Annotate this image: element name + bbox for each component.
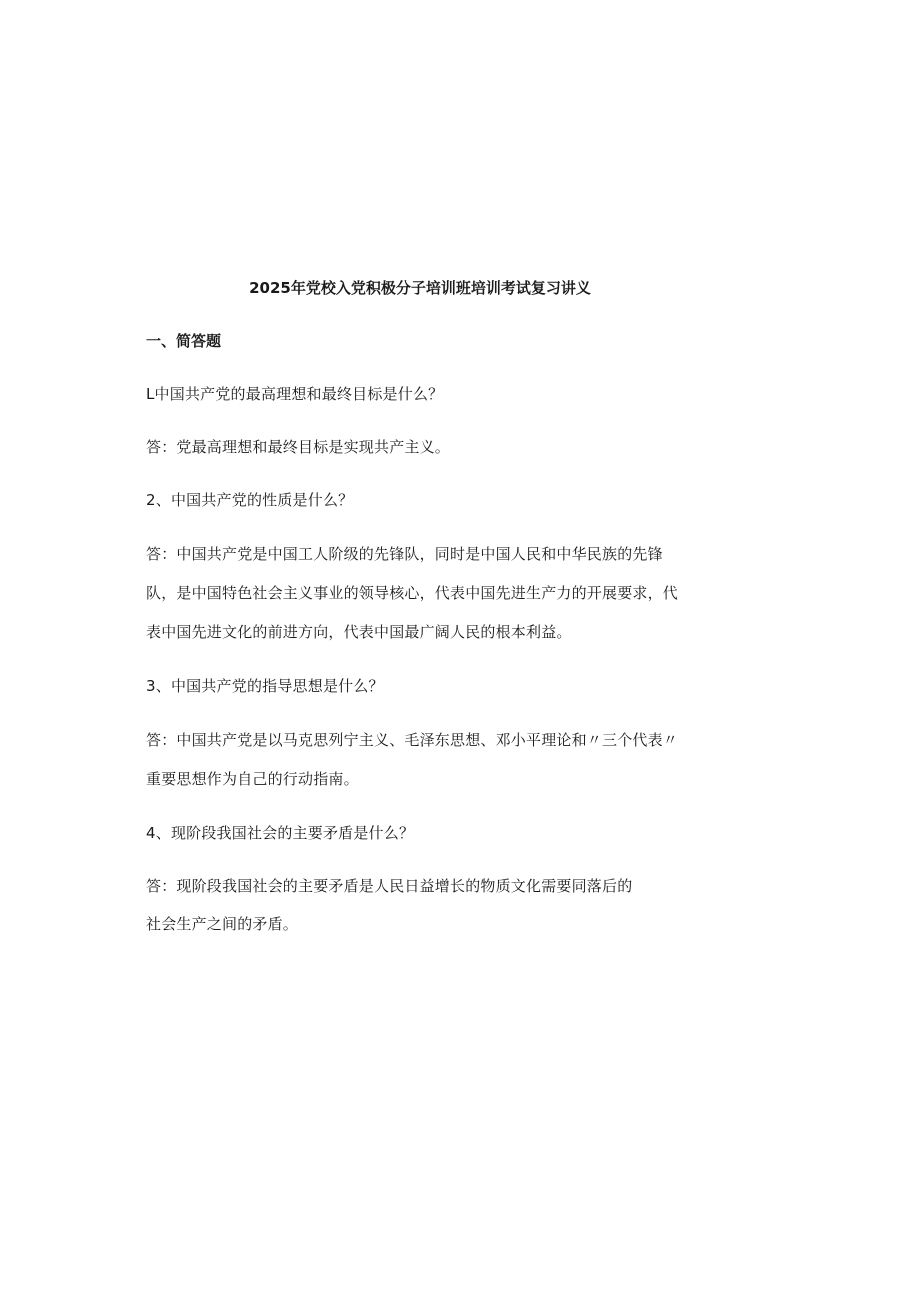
question-2: 2、中国共产党的性质是什么？: [146, 491, 354, 509]
answer-3-line-1: 答：中国共产党是以马克思列宁主义、毛泽东思想、邓小平理论和〃三个代表〃: [146, 731, 679, 749]
question-3: 3、中国共产党的指导思想是什么？: [146, 677, 384, 695]
answer-3-line-2: 重要思想作为自己的行动指南。: [146, 770, 359, 788]
answer-4-line-1: 答：现阶段我国社会的主要矛盾是人民日益增长的物质文化需要同落后的: [146, 877, 633, 895]
answer-2-line-1: 答：中国共产党是中国工人阶级的先锋队，同时是中国人民和中华民族的先锋: [146, 545, 663, 563]
answer-4-line-2: 社会生产之间的矛盾。: [146, 915, 299, 933]
question-4: 4、现阶段我国社会的主要矛盾是什么？: [146, 824, 415, 842]
answer-2-line-2: 队，是中国特色社会主义事业的领导核心，代表中国先进生产力的开展要求，代: [146, 584, 679, 602]
section-heading: 一、简答题: [146, 332, 222, 350]
document-title: 2025年党校入党积极分子培训班培训考试复习讲义: [249, 279, 591, 297]
answer-1: 答：党最高理想和最终目标是实现共产主义。: [146, 438, 451, 456]
answer-2-line-3: 表中国先进文化的前进方向，代表中国最广阔人民的根本利益。: [146, 623, 572, 641]
question-1: L中国共产党的最高理想和最终目标是什么？: [146, 385, 444, 403]
